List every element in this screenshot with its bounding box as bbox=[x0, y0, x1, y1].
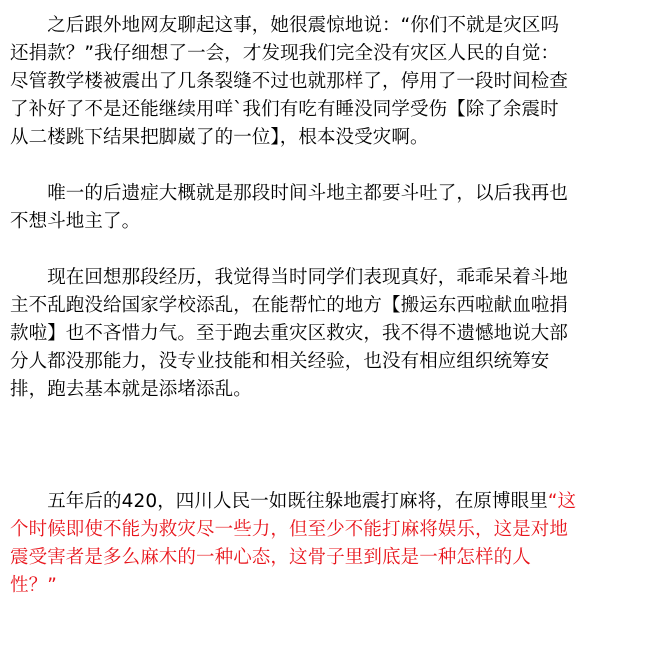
paragraph-1-line-5: 从二楼跳下结果把脚崴了的一位】，根本没受灾啊。 bbox=[10, 127, 429, 148]
paragraph-2-line-1: 唯一的后遗症大概就是那段时间斗地主都要斗吐了，以后我再也 bbox=[10, 183, 569, 204]
paragraph-2-line-2: 不想斗地主了。 bbox=[10, 211, 141, 232]
quote-red-line-1: 个时候即使不能为救灾尽一些力，但至少不能打麻将娱乐，这是对地 bbox=[10, 519, 569, 540]
paragraph-1-line-2: 还捐款？”我仔细想了一会，才发现我们完全没有灾区人民的自觉： bbox=[10, 43, 560, 64]
paragraph-3-line-2: 主不乱跑没给国家学校添乱，在能帮忙的地方【搬运东西啦献血啦捐 bbox=[10, 295, 569, 316]
paragraph-1-line-3: 尽管教学楼被震出了几条裂缝不过也就那样了，停用了一段时间检查 bbox=[10, 71, 569, 92]
paragraph-1 bbox=[10, 12, 650, 152]
paragraph-3-line-5: 排，跑去基本就是添堵添乱。 bbox=[10, 379, 252, 400]
quote-red-line-3: 性？” bbox=[10, 575, 57, 596]
paragraph-3-line-3: 款啦】也不吝惜力气。至于跑去重灾区救灾，我不得不遗憾地说大部 bbox=[10, 323, 569, 344]
paragraph-3-line-1: 现在回想那段经历，我觉得当时同学们表现真好，乖乖呆着斗地 bbox=[10, 267, 569, 288]
paragraph-4-line-1-text: 五年后的420，四川人民一如既往躲地震打麻将，在原博眼里 bbox=[10, 491, 548, 512]
quote-red-line-2: 震受害者是多么麻木的一种心态，这骨子里到底是一种怎样的人 bbox=[10, 547, 531, 568]
paragraph-1-line-1: 之后跟外地网友聊起这事，她很震惊地说：“你们不就是灾区吗 bbox=[10, 15, 560, 36]
article-body bbox=[10, 12, 650, 600]
paragraph-4 bbox=[10, 488, 650, 600]
paragraph-1-line-4: 了补好了不是还能继续用咩`我们有吃有睡没同学受伤【除了余震时 bbox=[10, 99, 559, 120]
paragraph-4-line-1 bbox=[10, 488, 650, 516]
paragraph-3 bbox=[10, 264, 650, 404]
quote-open-red: “这 bbox=[547, 491, 577, 512]
paragraph-3-line-4: 分人都没那能力，没专业技能和相关经验，也没有相应组织统筹安 bbox=[10, 351, 550, 372]
paragraph-gap bbox=[10, 404, 650, 488]
paragraph-2 bbox=[10, 180, 650, 236]
